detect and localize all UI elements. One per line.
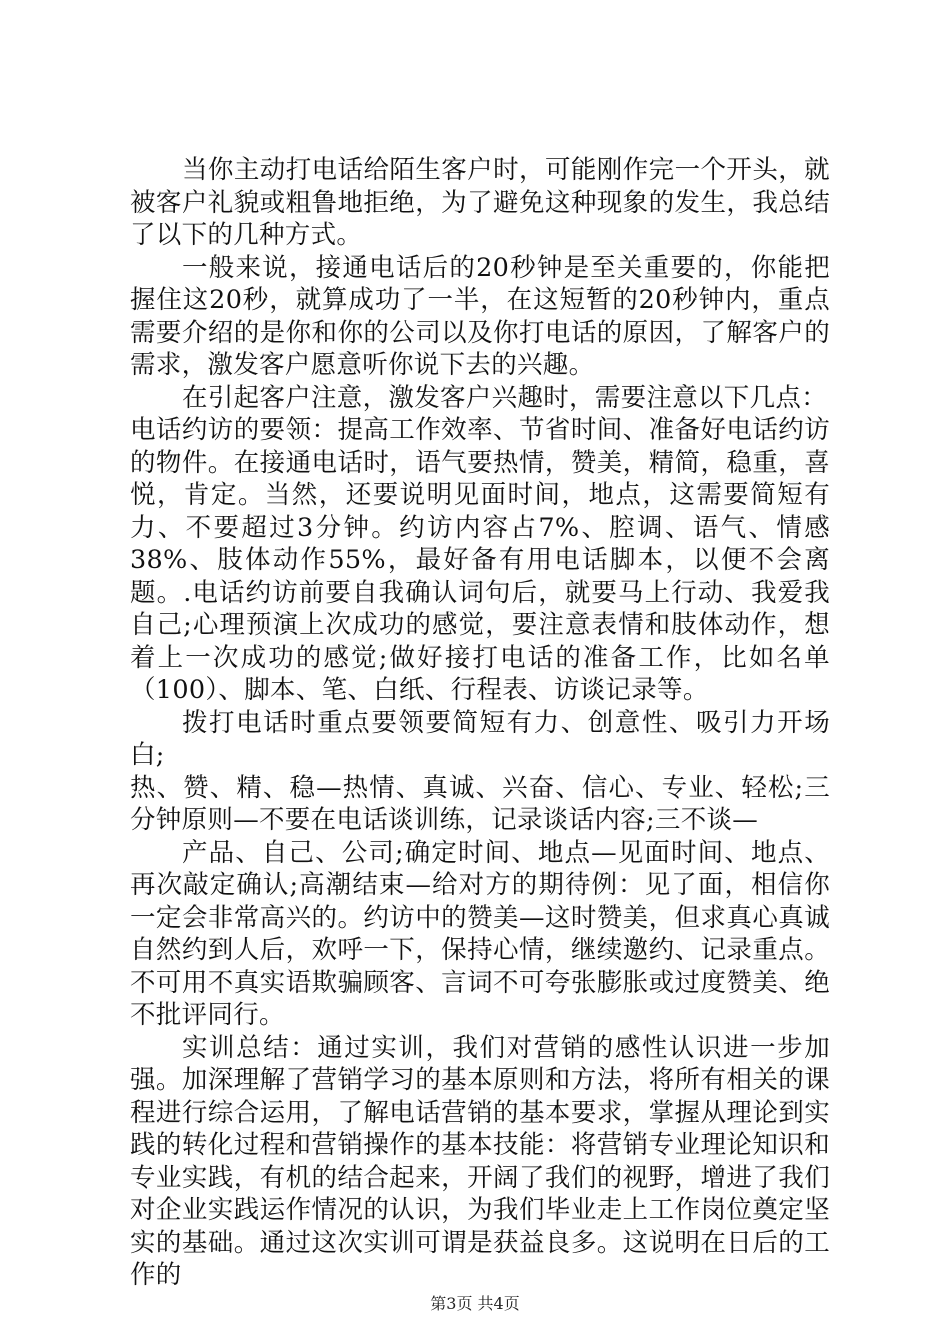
page-footer bbox=[0, 1294, 950, 1314]
page-total: 共4页 bbox=[477, 1294, 520, 1313]
page-number: 第3页 bbox=[430, 1294, 473, 1313]
paragraph-dialing-essentials: 拨打电话时重点要领要简短有力、创意性、吸引力开场白; bbox=[130, 707, 830, 770]
paragraph-product-self-company: 产品、自己、公司;确定时间、地点—见面时间、地点、再次敲定确认;高潮结束—给对方的期待例：见了面，相信你一定会非常高兴的。约访中的赞美—这时赞美，但求真心真诚自然约到人后，欢呼一下，保持心情，继续邀约、记录重点。不可用不真实语欺骗顾客、言词不可夸张膨胀或过度赞美、绝不批评同行。 bbox=[130, 837, 830, 1030]
paragraph-intro: 当你主动打电话给陌生客户时，可能刚作完一个开头，就被客户礼貌或粗鲁地拒绝，为了避免这种现象的发生，我总结了以下的几种方式。 bbox=[130, 155, 830, 250]
paragraph-attention-points: 在引起客户注意，激发客户兴趣时，需要注意以下几点： bbox=[182, 382, 828, 413]
paragraph-training-summary: 实训总结：通过实训，我们对营销的感性认识进一步加强。加深理解了营销学习的基本原则和方法，将所有相关的课程进行综合运用，了解电话营销的基本要求，掌握从理论到实践的转化过程和营销操作的基本技能：将营销专业理论知识和专业实践，有机的结合起来，开阔了我们的视野，增进了我们对企业实践运作情况的认识，为我们毕业走上工作岗位奠定坚实的基础。通过这次实训可谓是获益良多。这说明在日后的工作的 bbox=[130, 1032, 830, 1290]
document-body bbox=[130, 154, 830, 1292]
paragraph-twenty-seconds: 一般来说，接通电话后的20秒钟是至关重要的，你能把握住这20秒，就算成功了一半，在这短暂的20秒钟内，重点需要介绍的是你和你的公司以及你打电话的原因，了解客户的需求，激发客户愿意听你说下去的兴趣。 bbox=[130, 252, 830, 380]
paragraph-principles: 热、赞、精、稳—热情、真诚、兴奋、信心、专业、轻松;三分钟原则—不要在电话谈训练，记录谈话内容;三不谈— bbox=[130, 772, 830, 835]
paragraph-call-essentials: 电话约访的要领：提高工作效率、节省时间、准备好电话约访的物件。在接通电话时，语气要热情，赞美，精简，稳重，喜悦，肯定。当然，还要说明见面时间，地点，这需要简短有力、不要超过3分钟。约访内容占7%、腔调、语气、情感38%、肢体动作55%，最好备有用电话脚本，以便不会离题。.电话约访前要自我确认词句后，就要马上行动、我爱我自己;心理预演上次成功的感觉，要注意表情和肢体动作，想着上一次成功的感觉;做好接打电话的准备工作，比如名单（100）、脚本、笔、白纸、行程表、访谈记录等。 bbox=[130, 415, 830, 705]
